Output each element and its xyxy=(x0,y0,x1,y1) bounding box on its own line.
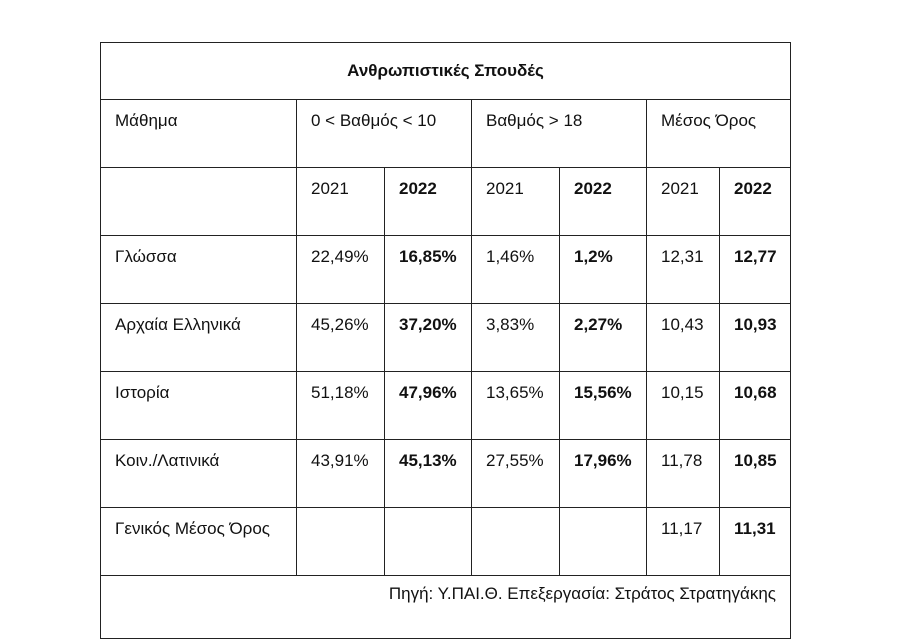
subject-cell: Ιστορία xyxy=(101,372,297,440)
empty-cell xyxy=(385,508,472,576)
subject-cell: Κοιν./Λατινικά xyxy=(101,440,297,508)
table-title-row xyxy=(101,43,791,100)
year-cell: 2021 xyxy=(472,168,560,236)
value-cell: 10,93 xyxy=(720,304,791,372)
table-row xyxy=(101,372,791,440)
table-row xyxy=(101,236,791,304)
year-cell: 2021 xyxy=(647,168,720,236)
table-title: Ανθρωπιστικές Σπουδές xyxy=(101,43,791,100)
value-cell: 51,18% xyxy=(297,372,385,440)
value-cell: 1,2% xyxy=(560,236,647,304)
value-cell: 43,91% xyxy=(297,440,385,508)
header-subject: Μάθημα xyxy=(101,100,297,168)
value-cell: 3,83% xyxy=(472,304,560,372)
value-cell: 10,15 xyxy=(647,372,720,440)
empty-cell xyxy=(297,508,385,576)
value-cell: 11,78 xyxy=(647,440,720,508)
value-cell: 45,26% xyxy=(297,304,385,372)
header-range-low: 0 < Βαθμός < 10 xyxy=(297,100,472,168)
year-cell: 2022 xyxy=(720,168,791,236)
year-cell: 2022 xyxy=(560,168,647,236)
value-cell: 15,56% xyxy=(560,372,647,440)
table-row xyxy=(101,440,791,508)
value-cell: 1,46% xyxy=(472,236,560,304)
value-cell: 13,65% xyxy=(472,372,560,440)
value-cell: 12,31 xyxy=(647,236,720,304)
value-cell: 22,49% xyxy=(297,236,385,304)
year-blank-cell xyxy=(101,168,297,236)
empty-cell xyxy=(560,508,647,576)
source-row xyxy=(101,576,791,639)
header-row xyxy=(101,100,791,168)
overall-average-label: Γενικός Μέσος Όρος xyxy=(101,508,297,576)
value-cell: 11,31 xyxy=(720,508,791,576)
value-cell: 10,43 xyxy=(647,304,720,372)
overall-average-row xyxy=(101,508,791,576)
year-cell: 2021 xyxy=(297,168,385,236)
value-cell: 27,55% xyxy=(472,440,560,508)
value-cell: 10,68 xyxy=(720,372,791,440)
table-row xyxy=(101,304,791,372)
subject-cell: Γλώσσα xyxy=(101,236,297,304)
value-cell: 2,27% xyxy=(560,304,647,372)
value-cell: 10,85 xyxy=(720,440,791,508)
value-cell: 12,77 xyxy=(720,236,791,304)
value-cell: 17,96% xyxy=(560,440,647,508)
subject-cell: Αρχαία Ελληνικά xyxy=(101,304,297,372)
value-cell: 47,96% xyxy=(385,372,472,440)
value-cell: 11,17 xyxy=(647,508,720,576)
header-average: Μέσος Όρος xyxy=(647,100,791,168)
grades-table xyxy=(100,42,791,639)
year-cell: 2022 xyxy=(385,168,472,236)
value-cell: 37,20% xyxy=(385,304,472,372)
empty-cell xyxy=(472,508,560,576)
year-row xyxy=(101,168,791,236)
value-cell: 45,13% xyxy=(385,440,472,508)
value-cell: 16,85% xyxy=(385,236,472,304)
source-note: Πηγή: Υ.ΠΑΙ.Θ. Επεξεργασία: Στράτος Στρατηγάκης xyxy=(101,576,791,639)
header-range-high: Βαθμός > 18 xyxy=(472,100,647,168)
